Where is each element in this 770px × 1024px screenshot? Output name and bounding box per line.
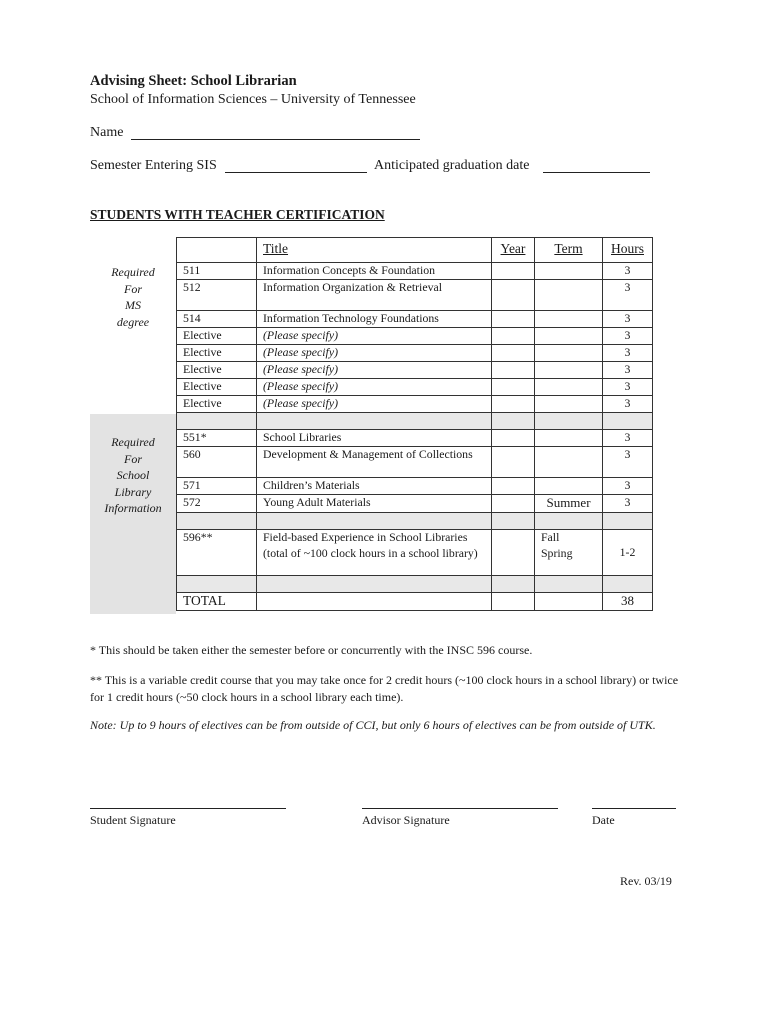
footnote-2: ** This is a variable credit course that you may take once for 2 credit hours (~100 clock hours in a school library) or twice for 1 credit hours (~50 clock hours in a school library each time). [90,673,679,704]
semester-label: Semester Entering SIS [90,158,217,173]
table-header-row [177,238,653,263]
year-cell[interactable] [492,345,535,362]
table-row: 514 Information Technology Foundations 3 [177,311,653,328]
table-row: Elective (Please specify) 3 [177,396,653,413]
table-row: Elective (Please specify) 3 [177,362,653,379]
table-row: Elective (Please specify) 3 [177,345,653,362]
header-year: Year [492,238,535,263]
term-cell[interactable] [535,447,603,478]
term-cell[interactable] [535,379,603,396]
year-cell[interactable] [492,495,535,513]
spacer-row [177,576,653,593]
page-title: Advising Sheet: School Librarian [90,73,297,89]
name-label: Name [90,125,124,140]
table-row: 560 Development & Management of Collections 3 [177,447,653,478]
year-cell[interactable] [492,362,535,379]
date-line[interactable] [592,808,676,809]
student-signature-label: Student Signature [90,813,176,827]
term-cell[interactable] [535,263,603,280]
term-cell[interactable] [535,280,603,311]
page-subtitle: School of Information Sciences – University of Tennessee [90,92,416,107]
table-row: 572 Young Adult Materials Summer 3 [177,495,653,513]
grad-date-label: Anticipated graduation date [374,158,530,173]
year-cell[interactable] [492,396,535,413]
revision-label: Rev. 03/19 [620,874,672,888]
advisor-signature-label: Advisor Signature [362,813,450,827]
year-cell[interactable] [492,328,535,345]
spacer-row [177,413,653,430]
year-cell[interactable] [492,478,535,495]
year-cell[interactable] [492,430,535,447]
term-cell[interactable] [535,396,603,413]
table-row: 551* School Libraries 3 [177,430,653,447]
total-row: TOTAL 38 [177,593,653,611]
year-cell[interactable] [492,311,535,328]
year-cell[interactable] [492,379,535,396]
advisor-signature-line[interactable] [362,808,558,809]
table-row: 511 Information Concepts & Foundation 3 [177,263,653,280]
year-cell[interactable] [492,280,535,311]
header-term: Term [535,238,603,263]
term-cell[interactable] [535,345,603,362]
name-field[interactable] [131,139,420,140]
grad-date-field[interactable] [543,172,650,173]
term-cell[interactable] [535,362,603,379]
year-cell[interactable] [492,447,535,478]
group-label-school-library: Required For School Library Information [104,435,162,515]
footnote-1: * This should be taken either the semester before or concurrently with the INSC 596 course. [90,643,533,657]
table-row: 596** Field-based Experience in School Libraries (total of ~100 clock hours in a school library) Fall Spring 1-2 [177,530,653,576]
table-row: 571 Children’s Materials 3 [177,478,653,495]
term-cell[interactable] [535,478,603,495]
date-label: Date [592,813,615,827]
semester-field[interactable] [225,172,367,173]
footnote-3: Note: Up to 9 hours of electives can be from outside of CCI, but only 6 hours of electives can be from outside of UTK. [90,718,656,732]
group-label-ms: Required For MS degree [111,265,155,329]
year-cell[interactable] [492,530,535,576]
spacer-row [177,513,653,530]
table-row: 512 Information Organization & Retrieval 3 [177,280,653,311]
student-signature-line[interactable] [90,808,286,809]
table-row: Elective (Please specify) 3 [177,379,653,396]
table-row: Elective (Please specify) 3 [177,328,653,345]
term-cell[interactable] [535,430,603,447]
term-cell[interactable] [535,311,603,328]
course-table [176,237,653,611]
section-title: STUDENTS WITH TEACHER CERTIFICATION [90,207,385,222]
header-hours: Hours [603,238,653,263]
term-cell[interactable] [535,328,603,345]
header-title: Title [257,238,492,263]
year-cell[interactable] [492,263,535,280]
